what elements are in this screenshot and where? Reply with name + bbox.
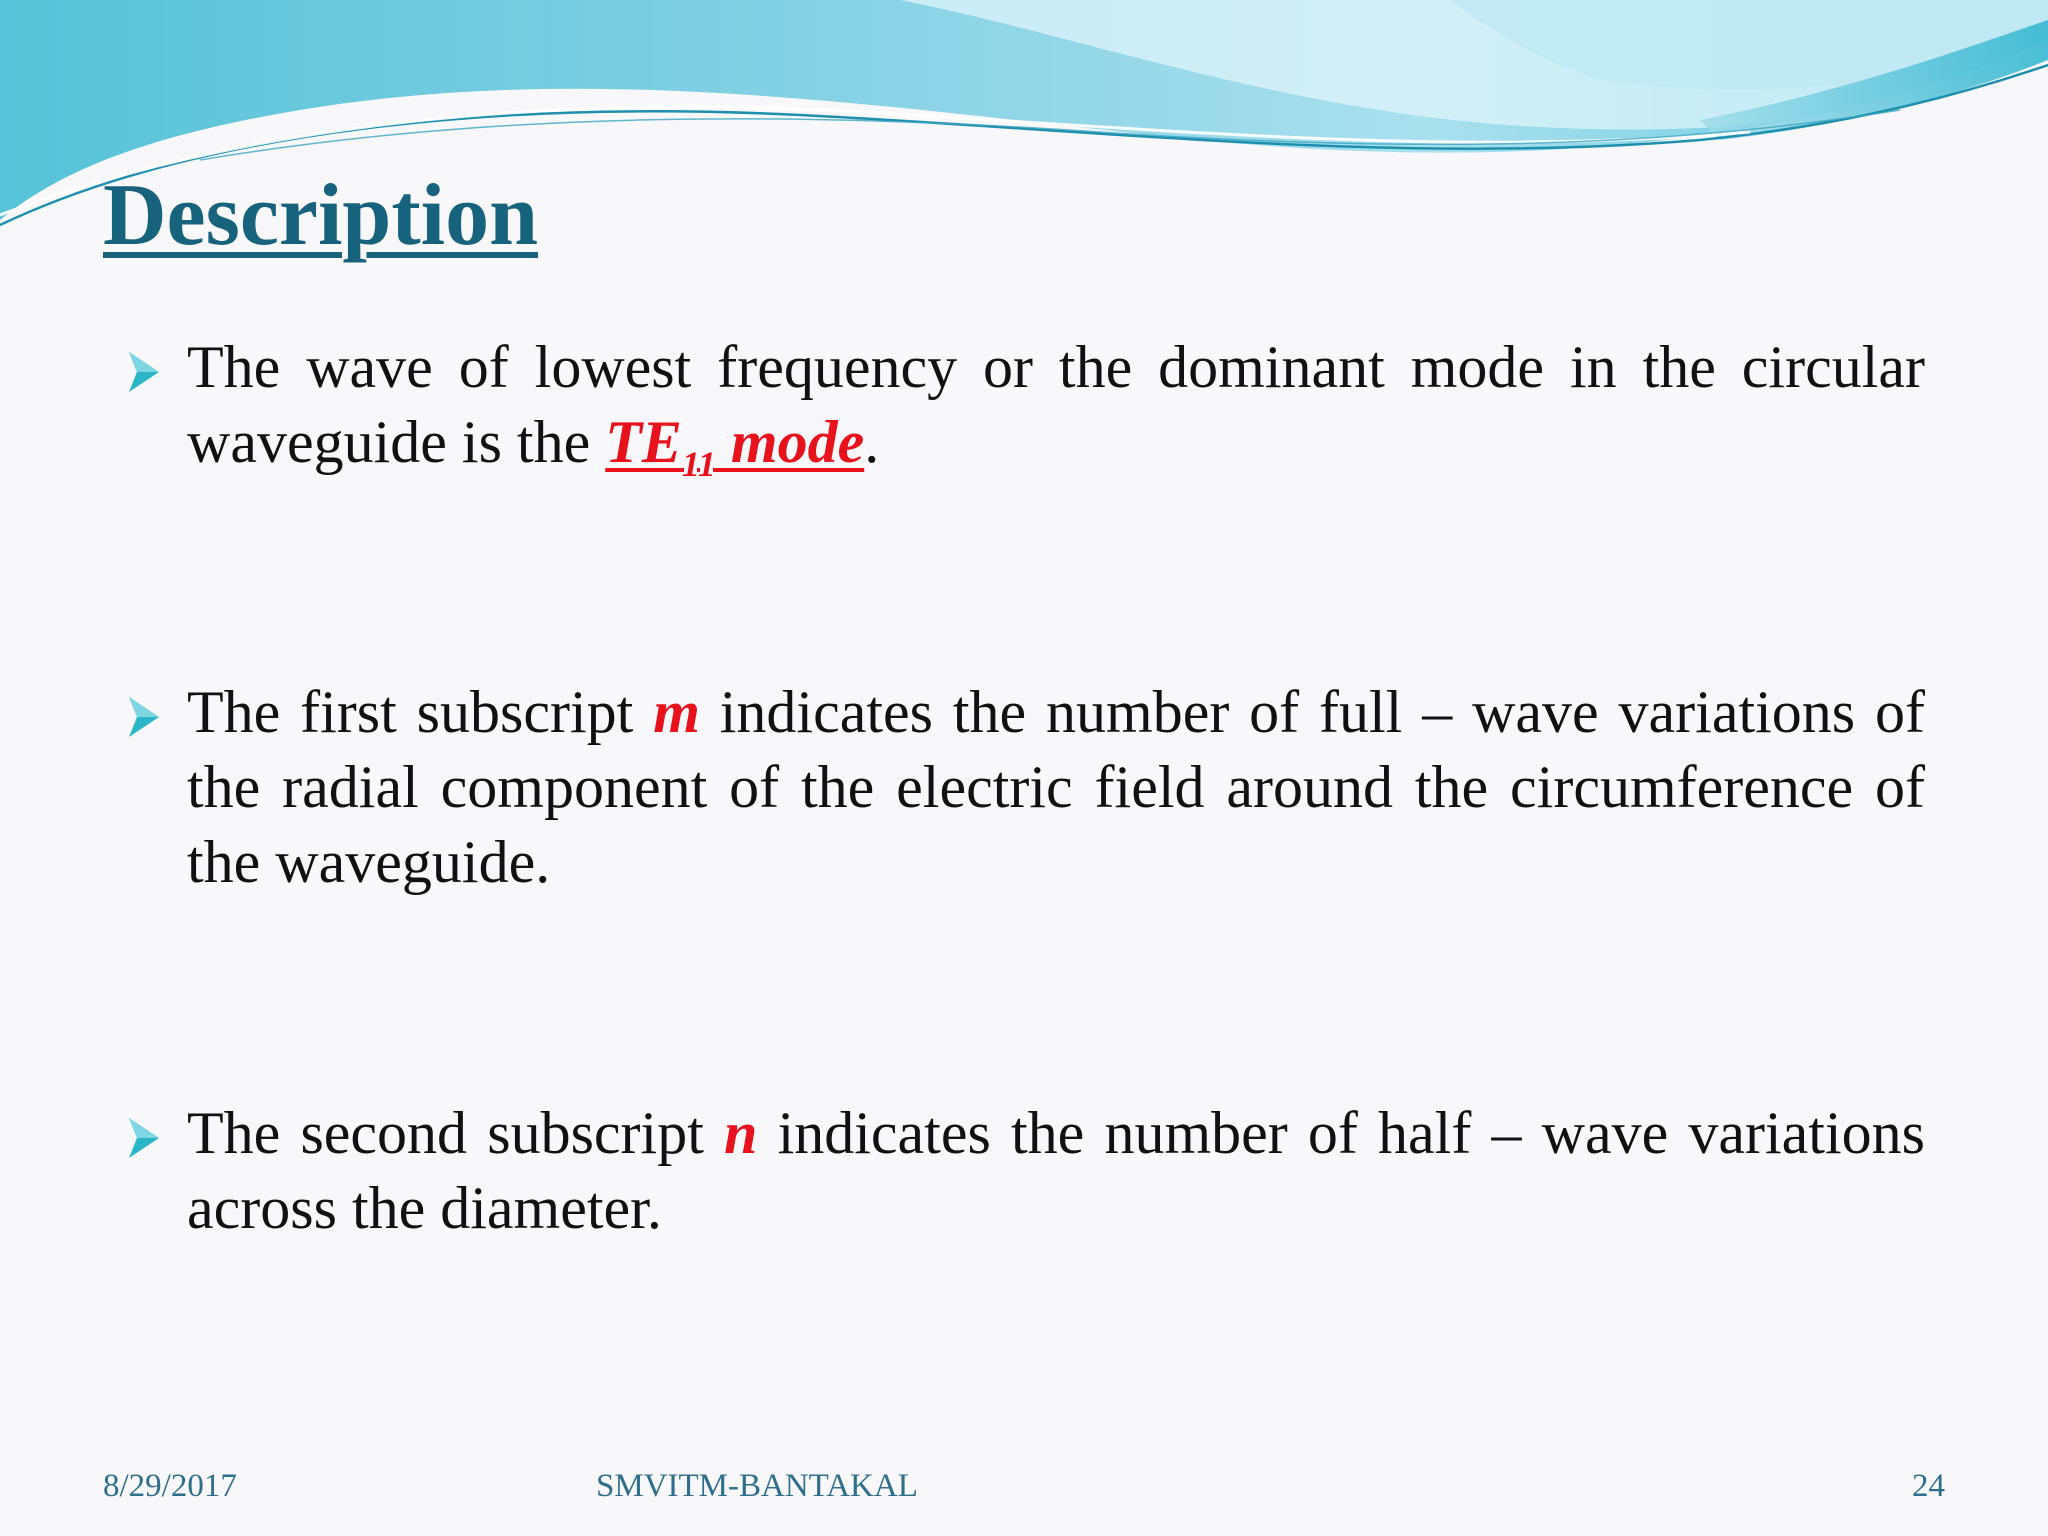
footer-page-number: 24: [1912, 1468, 1945, 1504]
subscript-m-highlight: m: [653, 679, 700, 745]
highlight-te: TE: [605, 409, 682, 475]
bullet-item-dominant-mode: [125, 330, 1925, 484]
bullet-text-after: .: [864, 409, 880, 475]
bullet-text: [187, 1096, 1925, 1246]
footer-institution: SMVITM-BANTAKAL: [596, 1468, 918, 1504]
bullet-text-after: indicates the number of half – wave variations across the diameter.: [187, 1100, 1925, 1241]
bullet-item-first-subscript: [125, 675, 1925, 900]
slide-title: Description: [103, 167, 539, 264]
bullet-text-before: The first subscript: [187, 679, 654, 745]
bullet-text-before: The second subscript: [187, 1100, 725, 1166]
bullet-text-after: indicates the number of full – wave variations of the radial component of the electric field around the circumference of the waveguide.: [187, 679, 1925, 895]
bullet-text-before: The wave of lowest frequency or the dominant mode in the circular waveguide is the: [187, 334, 1925, 475]
footer-date: 8/29/2017: [103, 1468, 237, 1504]
bullet-item-second-subscript: [125, 1096, 1925, 1246]
bullet-text: [187, 675, 1925, 900]
subscript-n-highlight: n: [724, 1100, 758, 1166]
arrow-bullet-icon: [125, 693, 163, 741]
highlight-mode: mode: [715, 409, 865, 475]
te11-mode-highlight: [605, 409, 865, 484]
highlight-subscript: 11: [681, 444, 716, 484]
arrow-bullet-icon: [125, 1114, 163, 1162]
bullet-text: [187, 330, 1925, 484]
arrow-bullet-icon: [125, 348, 163, 396]
